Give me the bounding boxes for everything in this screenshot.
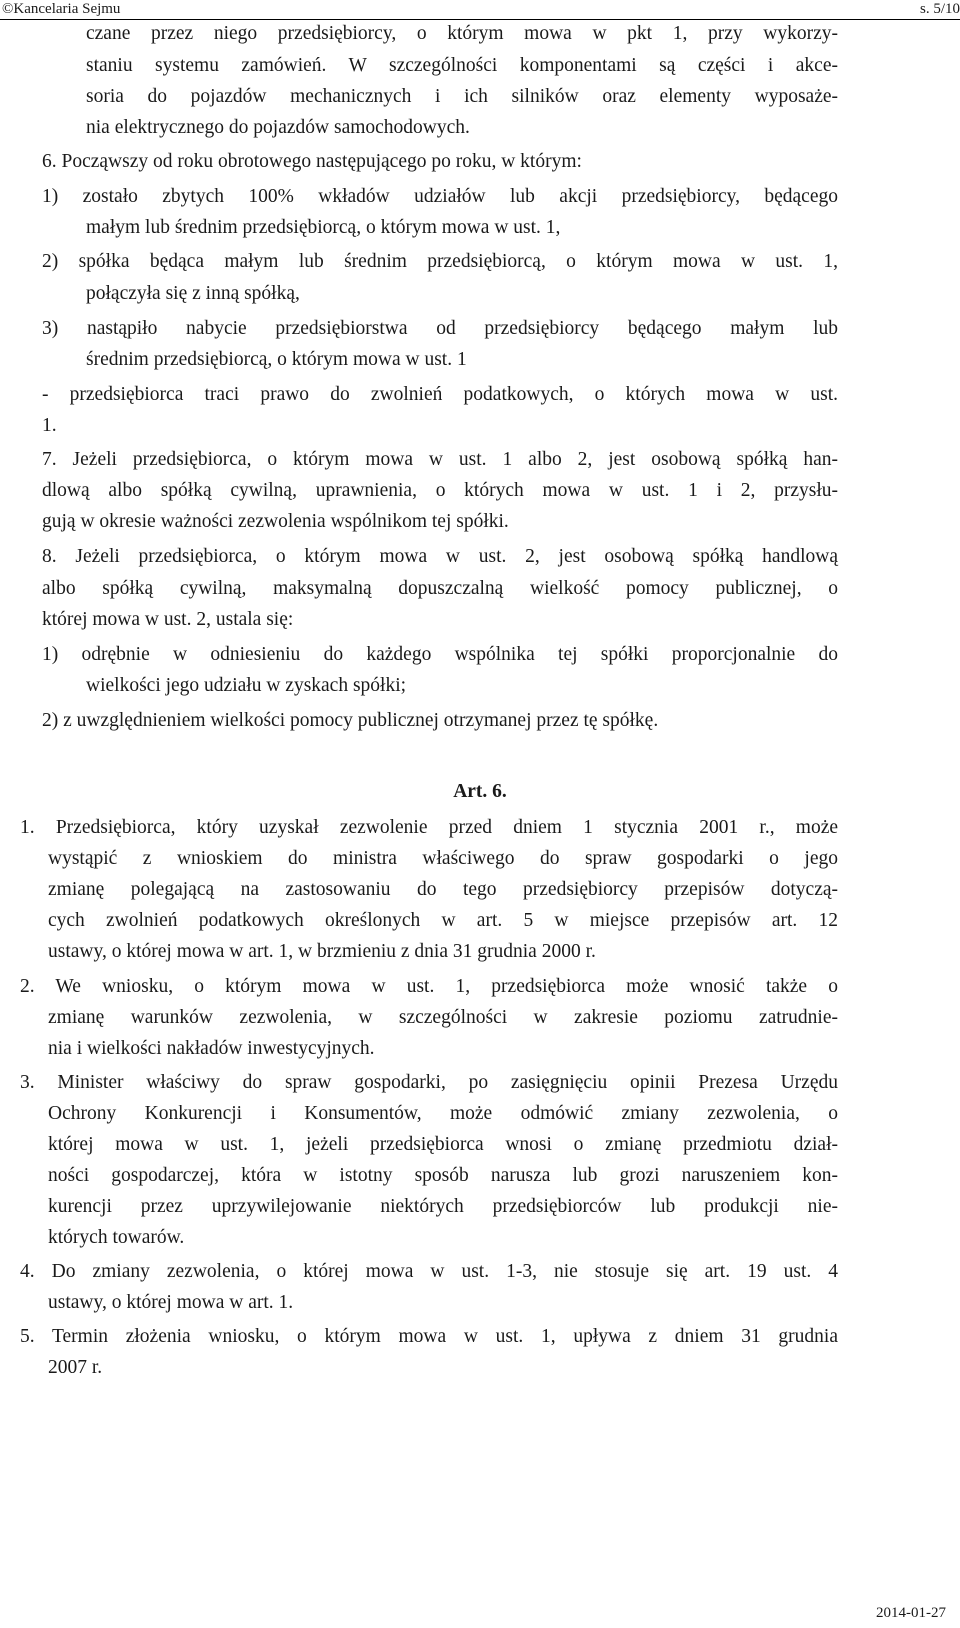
text-line: wystąpić z wnioskiem do ministra właściwego do spraw gospodarki o jego	[48, 848, 838, 869]
list-item: 3) nastąpiło nabycie przedsiębiorstwa od przedsiębiorcy będącego małym lub	[42, 318, 838, 339]
list-item-cont: wielkości jego udziału w zyskach spółki;	[86, 675, 407, 696]
paragraph-7: 7. Jeżeli przedsiębiorca, o którym mowa w ust. 1 albo 2, jest osobową spółką han-	[42, 449, 838, 470]
text-line: 1.	[42, 415, 57, 436]
text-line: staniu systemu zamówień. W szczególności komponentami są części i akce-	[86, 55, 838, 76]
paragraph-6: 6. Począwszy od roku obrotowego następującego po roku, w którym:	[42, 151, 582, 172]
list-item: 1) odrębnie w odniesieniu do każdego wspólnika tej spółki proporcjonalnie do	[42, 644, 838, 665]
text-line: ustawy, o której mowa w art. 1, w brzmieniu z dnia 31 grudnia 2000 r.	[48, 941, 596, 962]
list-item: 2) z uwzględnieniem wielkości pomocy publicznej otrzymanej przez tę spółkę.	[42, 710, 659, 731]
text-line: nia i wielkości nakładów inwestycyjnych.	[48, 1038, 375, 1059]
text-line: której mowa w ust. 1, jeżeli przedsiębiorca wnosi o zmianę przedmiotu dział-	[48, 1134, 838, 1155]
paragraph-8: 8. Jeżeli przedsiębiorca, o którym mowa w ust. 2, jest osobową spółką handlową	[42, 546, 838, 567]
article-paragraph: 3. Minister właściwy do spraw gospodarki, po zasięgnięciu opinii Prezesa Urzędu	[20, 1072, 838, 1093]
article-paragraph: 5. Termin złożenia wniosku, o którym mowa w ust. 1, upływa z dniem 31 grudnia	[20, 1326, 838, 1347]
page-number: s. 5/10	[919, 1, 960, 17]
text-line: ności gospodarczej, która w istotny sposób narusza lub grozi naruszeniem kon-	[48, 1165, 838, 1186]
text-line: Ochrony Konkurencji i Konsumentów, może odmówić zmiany zezwolenia, o	[48, 1103, 838, 1124]
copyright-label: ©Kancelaria Sejmu	[2, 1, 121, 17]
text-line: nia elektrycznego do pojazdów samochodowych.	[86, 117, 470, 138]
text-line: zmianę polegającą na zastosowaniu do tego przedsiębiorcy przepisów dotyczą-	[48, 879, 838, 900]
text-line: których towarów.	[48, 1227, 185, 1248]
text-line: dlową albo spółką cywilną, uprawnienia, o których mowa w ust. 1 i 2, przysłu-	[42, 480, 838, 501]
list-item-cont: małym lub średnim przedsiębiorcą, o którym mowa w ust. 1,	[86, 217, 561, 238]
text-line: kurencji przez uprzywilejowanie niektórych przedsiębiorców lub produkcji nie-	[48, 1196, 838, 1217]
article-paragraph: 1. Przedsiębiorca, który uzyskał zezwolenie przed dniem 1 stycznia 2001 r., może	[20, 817, 838, 838]
footer-date: 2014-01-27	[876, 1605, 946, 1621]
list-item-cont: średnim przedsiębiorcą, o którym mowa w ust. 1	[86, 349, 467, 370]
list-item: 2) spółka będąca małym lub średnim przedsiębiorcą, o którym mowa w ust. 1,	[42, 251, 838, 272]
text-line: gują w okresie ważności zezwolenia wspólnikom tej spółki.	[42, 511, 509, 532]
article-paragraph: 4. Do zmiany zezwolenia, o której mowa w ust. 1-3, nie stosuje się art. 19 ust. 4	[20, 1261, 838, 1282]
article-title: Art. 6.	[453, 781, 507, 802]
text-line: albo spółką cywilną, maksymalną dopuszczalną wielkość pomocy publicznej, o	[42, 578, 838, 599]
text-line: cych zwolnień podatkowych określonych w art. 5 w miejsce przepisów art. 12	[48, 910, 838, 931]
text-line: ustawy, o której mowa w art. 1.	[48, 1292, 294, 1313]
article-paragraph: 2. We wniosku, o którym mowa w ust. 1, przedsiębiorca może wnosić także o	[20, 976, 838, 997]
list-item-cont: połączyła się z inną spółką,	[86, 283, 300, 304]
text-line: zmianę warunków zezwolenia, w szczególności w zakresie poziomu zatrudnie-	[48, 1007, 838, 1028]
text-line: soria do pojazdów mechanicznych i ich silników oraz elementy wyposaże-	[86, 86, 838, 107]
text-line: - przedsiębiorca traci prawo do zwolnień podatkowych, o których mowa w ust.	[42, 384, 838, 405]
list-item: 1) zostało zbytych 100% wkładów udziałów lub akcji przedsiębiorcy, będącego	[42, 186, 838, 207]
text-line: której mowa w ust. 2, ustala się:	[42, 609, 294, 630]
text-line: czane przez niego przedsiębiorcy, o którym mowa w pkt 1, przy wykorzy-	[86, 23, 838, 44]
text-line: 2007 r.	[48, 1357, 103, 1378]
